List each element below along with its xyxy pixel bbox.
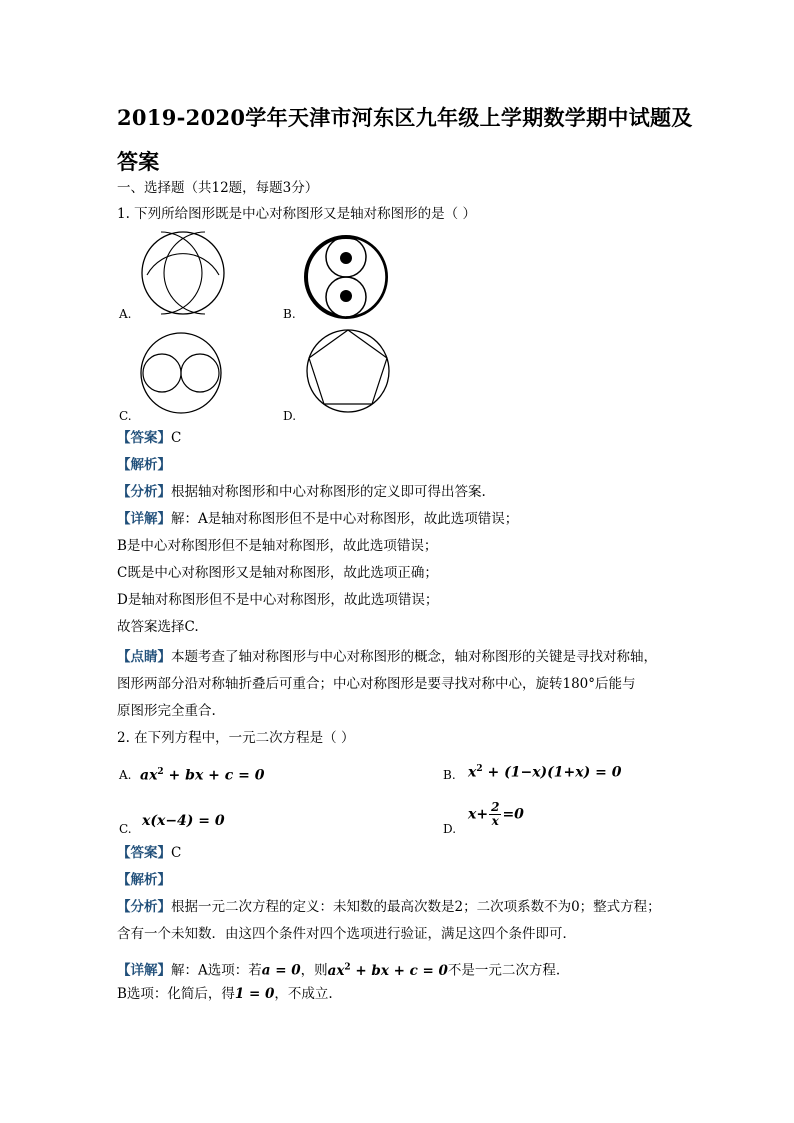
q1-figure-c: [138, 330, 224, 416]
q1-label-b: B.: [283, 307, 296, 321]
q1-line-d: D是轴对称图形但不是中心对称图形，故此选项错误；: [117, 592, 439, 608]
q1-dianjing-2: 图形两部分沿对称轴折叠后可重合；中心对称图形是要寻找对称中心，旋转180°后能与: [117, 676, 636, 692]
page-title: 2019-2020学年天津市河东区九年级上学期数学期中试题及答案: [117, 105, 693, 174]
q2-stem: 2. 在下列方程中，一元二次方程是（ ）: [117, 730, 355, 746]
section-heading: 一、选择题（共12题，每题3分）: [117, 180, 319, 196]
q2-option-a: $ax^2$ + bx + c = 0: [140, 767, 265, 784]
q1-answer: 【答案】C: [117, 430, 182, 446]
q2-option-c: x(x−4) = 0: [142, 813, 225, 829]
q2-b-line: B选项：化简后，得1 = 0，不成立.: [117, 986, 333, 1002]
q1-stem: 1. 下列所给图形既是中心对称图形又是轴对称图形的是（ ）: [117, 206, 476, 222]
q1-dianjing-1: 【点睛】本题考查了轴对称图形与中心对称图形的概念，轴对称图形的关键是寻找对称轴，: [117, 649, 657, 665]
q1-line-b: B是中心对称图形但不是轴对称图形，故此选项错误；: [117, 538, 438, 554]
q1-figure-b: [303, 234, 389, 320]
q2-label-d: D.: [443, 822, 457, 836]
q1-conclusion: 故答案选择C.: [117, 619, 199, 635]
q2-label-a: A.: [119, 768, 132, 782]
q1-fenxi: 【分析】根据轴对称图形和中心对称图形的定义即可得出答案.: [117, 484, 486, 500]
q1-dianjing-3: 原图形完全重合.: [117, 703, 216, 719]
q1-analysis-tag: 【解析】: [117, 457, 171, 473]
q1-label-d: D.: [283, 409, 297, 423]
q2-option-d: x+ $\frac{2}{x}$ =0: [468, 800, 524, 828]
q2-fenxi-1: 【分析】根据一元二次方程的定义：未知数的最高次数是2；二次项系数不为0；整式方程；: [117, 899, 661, 915]
q2-label-b: B.: [443, 768, 456, 782]
q1-figure-d: [303, 326, 393, 416]
q1-line-c: C既是中心对称图形又是轴对称图形，故此选项正确；: [117, 565, 438, 581]
q2-label-c: C.: [119, 822, 132, 836]
q1-label-a: A.: [119, 307, 132, 321]
q2-analysis-tag: 【解析】: [117, 872, 171, 888]
q2-answer: 【答案】C: [117, 845, 182, 861]
q2-xiangjie: 【详解】解：A选项：若a = 0，则$ax^2$ + bx + c = 0不是一元二次方程.: [117, 962, 561, 979]
q1-label-c: C.: [119, 409, 132, 423]
q1-xiangjie: 【详解】解：A是轴对称图形但不是中心对称图形，故此选项错误；: [117, 511, 519, 527]
q2-fenxi-2: 含有一个未知数．由这四个条件对四个选项进行验证，满足这四个条件即可．: [117, 926, 576, 942]
q2-option-b: $x^2 + (1-x)(1+x) = 0$: [468, 764, 622, 781]
q1-figure-a: [138, 228, 228, 318]
